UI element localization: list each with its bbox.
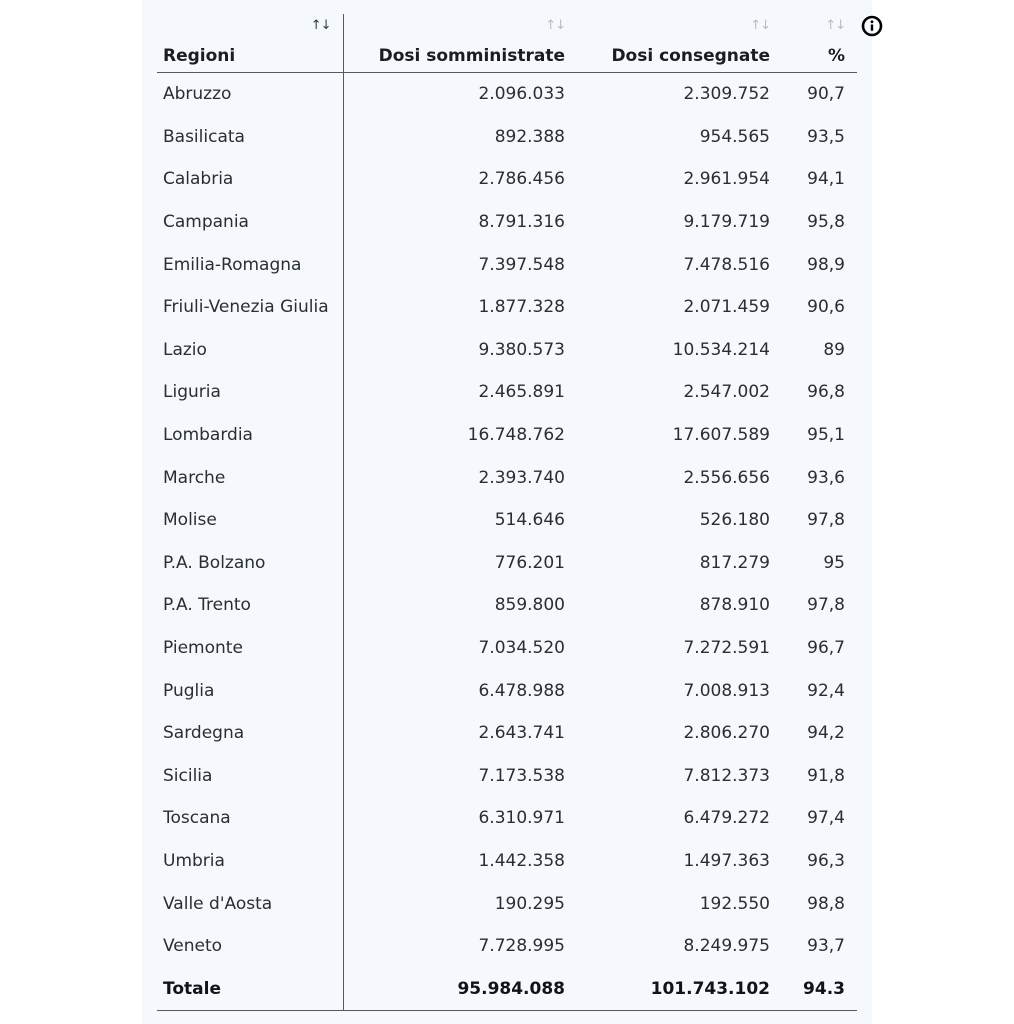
cell-somministrate: 1.442.358 <box>478 850 565 871</box>
sort-arrows-icon[interactable]: ↑↓ <box>825 18 845 33</box>
cell-regione: Abruzzo <box>157 73 343 116</box>
cell-regione: Piemonte <box>157 627 343 670</box>
cell-regione: Emilia-Romagna <box>157 243 343 286</box>
cell-somministrate: 7.173.538 <box>478 765 565 786</box>
table-row <box>157 840 857 883</box>
cell-somministrate: 2.465.891 <box>478 382 565 403</box>
table-row <box>157 882 857 925</box>
table-row <box>157 584 857 627</box>
cell-consegnate: 878.910 <box>699 595 770 616</box>
cell-regione: Lazio <box>157 329 343 372</box>
cell-somministrate: 892.388 <box>494 126 565 147</box>
table-row <box>157 329 857 372</box>
cell-consegnate: 7.812.373 <box>683 765 770 786</box>
column-header-label: Dosi consegnate <box>611 46 770 66</box>
cell-consegnate: 10.534.214 <box>672 339 770 360</box>
cell-somministrate: 190.295 <box>494 893 565 914</box>
table-row <box>157 243 857 286</box>
cell-percent: 96,8 <box>807 382 845 403</box>
cell-regione: Lombardia <box>157 414 343 457</box>
table-header-row <box>157 14 857 73</box>
cell-consegnate: 192.550 <box>699 893 770 914</box>
cell-percent: 97,4 <box>807 808 845 829</box>
cell-regione: Molise <box>157 499 343 542</box>
cell-consegnate: 2.071.459 <box>683 297 770 318</box>
cell-consegnate: 2.556.656 <box>683 467 770 488</box>
cell-regione: P.A. Bolzano <box>157 542 343 585</box>
table-row <box>157 158 857 201</box>
cell-regione: Totale <box>157 967 343 1010</box>
cell-somministrate: 7.728.995 <box>478 936 565 957</box>
cell-percent: 97,8 <box>807 595 845 616</box>
cell-regione: Friuli-Venezia Giulia <box>157 286 343 329</box>
table-row <box>157 456 857 499</box>
cell-regione: Sicilia <box>157 755 343 798</box>
vaccine-doses-table <box>157 14 857 1011</box>
cell-consegnate: 526.180 <box>699 510 770 531</box>
cell-regione: Umbria <box>157 840 343 883</box>
cell-percent: 89 <box>823 339 845 360</box>
cell-consegnate: 6.479.272 <box>683 808 770 829</box>
table-row <box>157 414 857 457</box>
cell-regione: Campania <box>157 201 343 244</box>
cell-somministrate: 514.646 <box>494 510 565 531</box>
table-row <box>157 73 857 116</box>
cell-percent: 96,3 <box>807 850 845 871</box>
column-header-regioni[interactable] <box>157 14 343 73</box>
table-row <box>157 627 857 670</box>
cell-somministrate: 776.201 <box>494 552 565 573</box>
cell-percent: 90,7 <box>807 84 845 105</box>
cell-regione: Veneto <box>157 925 343 968</box>
cell-somministrate: 2.786.456 <box>478 169 565 190</box>
cell-somministrate: 859.800 <box>494 595 565 616</box>
cell-consegnate: 1.497.363 <box>683 850 770 871</box>
table-row <box>157 755 857 798</box>
column-header-label: Dosi somministrate <box>378 46 565 66</box>
column-header-label: % <box>827 46 845 66</box>
cell-somministrate: 8.791.316 <box>478 212 565 233</box>
info-icon[interactable] <box>861 15 883 37</box>
cell-regione: Calabria <box>157 158 343 201</box>
sort-arrows-icon[interactable]: ↑↓ <box>545 18 565 33</box>
cell-regione: Sardegna <box>157 712 343 755</box>
column-header-label: Regioni <box>163 46 236 66</box>
cell-consegnate: 7.478.516 <box>683 254 770 275</box>
table-total-row <box>157 967 857 1010</box>
cell-somministrate: 9.380.573 <box>478 339 565 360</box>
table-row <box>157 116 857 159</box>
cell-regione: Valle d'Aosta <box>157 882 343 925</box>
cell-percent: 98,8 <box>807 893 845 914</box>
cell-somministrate: 2.393.740 <box>478 467 565 488</box>
table-row <box>157 286 857 329</box>
cell-consegnate: 2.309.752 <box>683 84 770 105</box>
cell-consegnate: 954.565 <box>699 126 770 147</box>
table-row <box>157 712 857 755</box>
table-row <box>157 371 857 414</box>
cell-somministrate: 1.877.328 <box>478 297 565 318</box>
cell-percent: 98,9 <box>807 254 845 275</box>
table-row <box>157 925 857 968</box>
cell-regione: Marche <box>157 456 343 499</box>
cell-somministrate: 16.748.762 <box>467 425 565 446</box>
cell-somministrate: 2.643.741 <box>478 723 565 744</box>
cell-consegnate: 2.806.270 <box>683 723 770 744</box>
sort-arrows-icon[interactable]: ↑↓ <box>310 18 331 33</box>
table-row <box>157 201 857 244</box>
table-row <box>157 542 857 585</box>
cell-consegnate: 7.008.913 <box>683 680 770 701</box>
cell-regione: Toscana <box>157 797 343 840</box>
cell-consegnate: 101.743.102 <box>577 967 782 1010</box>
cell-percent: 96,7 <box>807 638 845 659</box>
cell-consegnate: 8.249.975 <box>683 936 770 957</box>
cell-percent: 93,7 <box>807 936 845 957</box>
cell-somministrate: 95.984.088 <box>343 967 577 1010</box>
cell-consegnate: 17.607.589 <box>672 425 770 446</box>
cell-consegnate: 9.179.719 <box>683 212 770 233</box>
cell-consegnate: 2.961.954 <box>683 169 770 190</box>
cell-percent: 93,6 <box>807 467 845 488</box>
cell-percent: 93,5 <box>807 126 845 147</box>
cell-percent: 95,8 <box>807 212 845 233</box>
cell-somministrate: 7.397.548 <box>478 254 565 275</box>
cell-regione: Puglia <box>157 669 343 712</box>
table-row <box>157 669 857 712</box>
cell-somministrate: 6.478.988 <box>478 680 565 701</box>
column-header-somministrate[interactable] <box>343 14 577 73</box>
cell-consegnate: 2.547.002 <box>683 382 770 403</box>
cell-percent: 95 <box>823 552 845 573</box>
sort-arrows-icon[interactable]: ↑↓ <box>750 18 770 33</box>
cell-percent: 94,1 <box>807 169 845 190</box>
cell-percent: 91,8 <box>807 765 845 786</box>
cell-regione: Liguria <box>157 371 343 414</box>
cell-percent: 92,4 <box>807 680 845 701</box>
cell-regione: P.A. Trento <box>157 584 343 627</box>
cell-consegnate: 817.279 <box>699 552 770 573</box>
cell-consegnate: 7.272.591 <box>683 638 770 659</box>
cell-somministrate: 2.096.033 <box>478 84 565 105</box>
cell-percent: 97,8 <box>807 510 845 531</box>
table-row <box>157 797 857 840</box>
cell-somministrate: 6.310.971 <box>478 808 565 829</box>
cell-percent: 94,2 <box>807 723 845 744</box>
cell-percent: 95,1 <box>807 425 845 446</box>
cell-regione: Basilicata <box>157 116 343 159</box>
cell-percent: 90,6 <box>807 297 845 318</box>
column-header-consegnate[interactable] <box>577 14 782 73</box>
cell-percent: 94.3 <box>782 967 857 1010</box>
cell-somministrate: 7.034.520 <box>478 638 565 659</box>
table-row <box>157 499 857 542</box>
column-header-percent[interactable] <box>782 14 857 73</box>
